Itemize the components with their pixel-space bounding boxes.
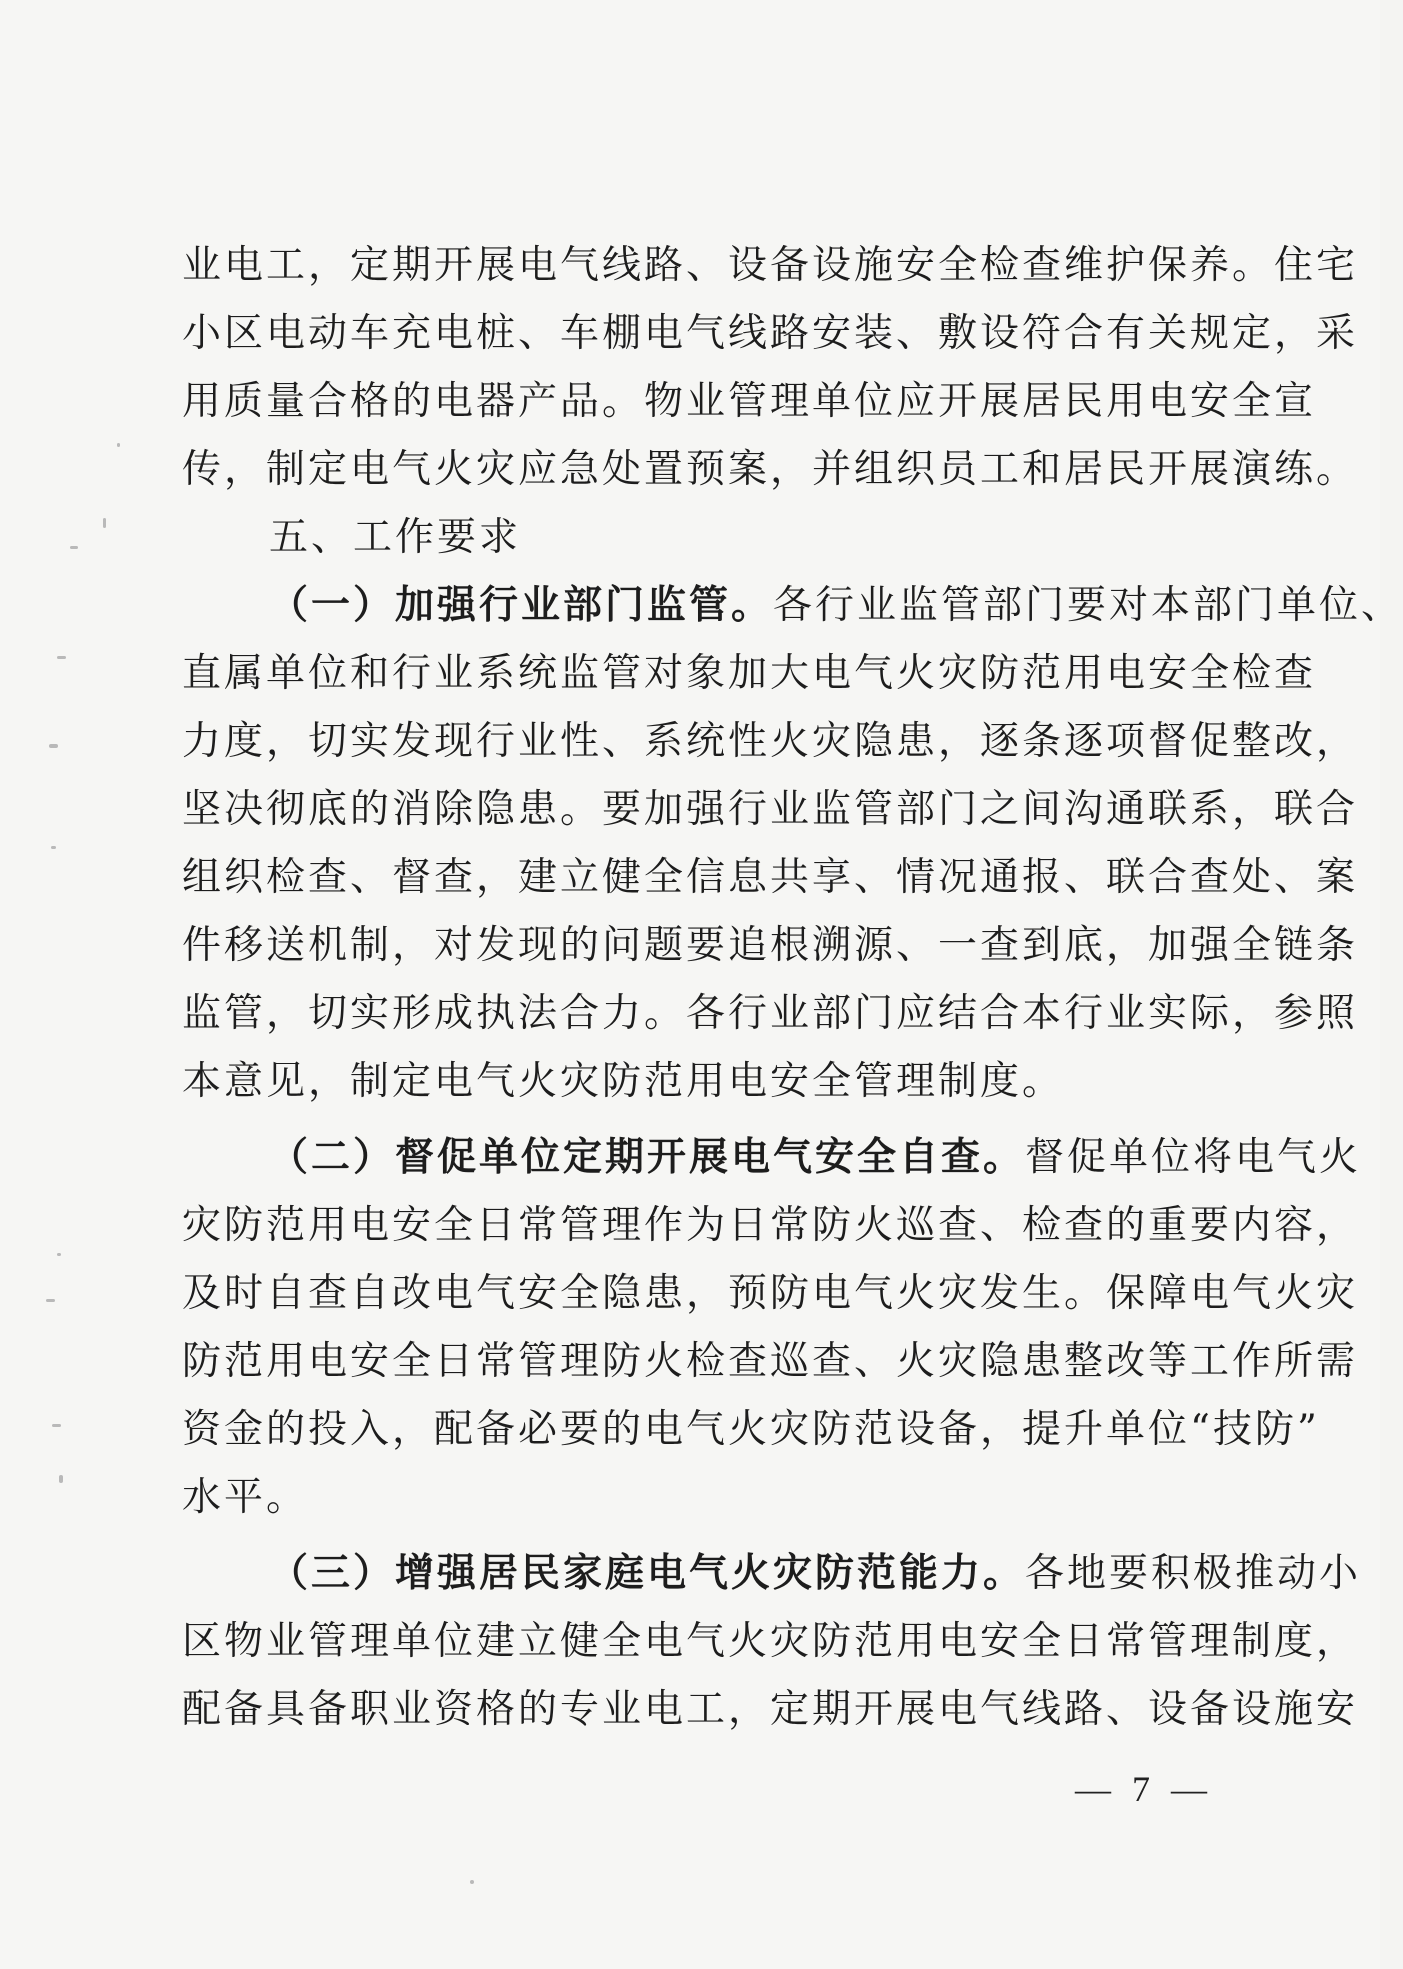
- scan-speck: [70, 546, 78, 549]
- scan-speck: [57, 1253, 61, 1256]
- item-1-paragraph: [182, 572, 1403, 1116]
- scan-speck: [46, 1299, 55, 1302]
- text-line: 坚决彻底的消除隐患。要加强行业监管部门之间沟通联系，联合: [182, 787, 1359, 832]
- item-3-first-line: 各地要积极推动小: [1025, 1551, 1362, 1596]
- scan-speck: [59, 1475, 63, 1483]
- text-line: 用质量合格的电器产品。物业管理单位应开展居民用电安全宣: [182, 379, 1317, 424]
- document-body: [182, 232, 1403, 1744]
- scan-speck: [57, 656, 66, 659]
- item-1-first-line: 各行业监管部门要对本部门单位、: [773, 583, 1403, 628]
- item-2-paragraph: [182, 1124, 1362, 1532]
- text-line: 及时自查自改电气安全隐患，预防电气火灾发生。保障电气火灾: [182, 1271, 1359, 1316]
- text-line: 本意见，制定电气火灾防范用电安全管理制度。: [182, 1059, 1065, 1104]
- scan-speck: [51, 846, 56, 849]
- text-line: 直属单位和行业系统监管对象加大电气火灾防范用电安全检查: [182, 651, 1317, 696]
- scan-speck: [49, 744, 58, 748]
- text-line: 传，制定电气火灾应急处置预案，并组织员工和居民开展演练。: [182, 447, 1359, 492]
- text-line: [182, 1124, 1362, 1192]
- text-line: 件移送机制，对发现的问题要追根溯源、一查到底，加强全链条: [182, 923, 1359, 968]
- item-2-heading: （二）督促单位定期开展电气安全自查。: [269, 1135, 1026, 1180]
- text-line: 小区电动车充电桩、车棚电气线路安装、敷设符合有关规定，采: [182, 311, 1359, 356]
- text-line: 资金的投入，配备必要的电气火灾防范设备，提升单位“技防”: [182, 1407, 1320, 1452]
- text-line: 力度，切实发现行业性、系统性火灾隐患，逐条逐项督促整改，: [182, 719, 1359, 764]
- text-line: 区物业管理单位建立健全电气火灾防范用电安全日常管理制度，: [182, 1619, 1359, 1664]
- text-line: 业电工，定期开展电气线路、设备设施安全检查维护保养。住宅: [182, 243, 1359, 288]
- intro-paragraph: [182, 232, 1359, 504]
- scan-speck: [117, 443, 120, 447]
- item-2-first-line: 督促单位将电气火: [1025, 1135, 1362, 1180]
- item-3-paragraph: [182, 1540, 1362, 1744]
- text-line: 灾防范用电安全日常管理作为日常防火巡查、检查的重要内容，: [182, 1203, 1359, 1248]
- item-1-heading: （一）加强行业部门监管。: [269, 583, 774, 628]
- text-line: [182, 572, 1403, 640]
- text-line: 配备具备职业资格的专业电工，定期开展电气线路、设备设施安: [182, 1687, 1359, 1732]
- text-line: 组织检查、督查，建立健全信息共享、情况通报、联合查处、案: [182, 855, 1359, 900]
- page-number: — 7 —: [1075, 1769, 1213, 1809]
- scan-speck: [470, 1880, 474, 1884]
- scan-speck: [52, 1424, 61, 1427]
- text-line: 防范用电安全日常管理防火检查巡查、火灾隐患整改等工作所需: [182, 1339, 1359, 1384]
- text-line: 水平。: [182, 1475, 309, 1520]
- text-line: [182, 1540, 1362, 1608]
- item-3-heading: （三）增强居民家庭电气火灾防范能力。: [269, 1551, 1026, 1596]
- section-heading: 五、工作要求: [269, 515, 522, 560]
- text-line: 监管，切实形成执法合力。各行业部门应结合本行业实际，参照: [182, 991, 1359, 1036]
- scan-speck: [103, 518, 106, 528]
